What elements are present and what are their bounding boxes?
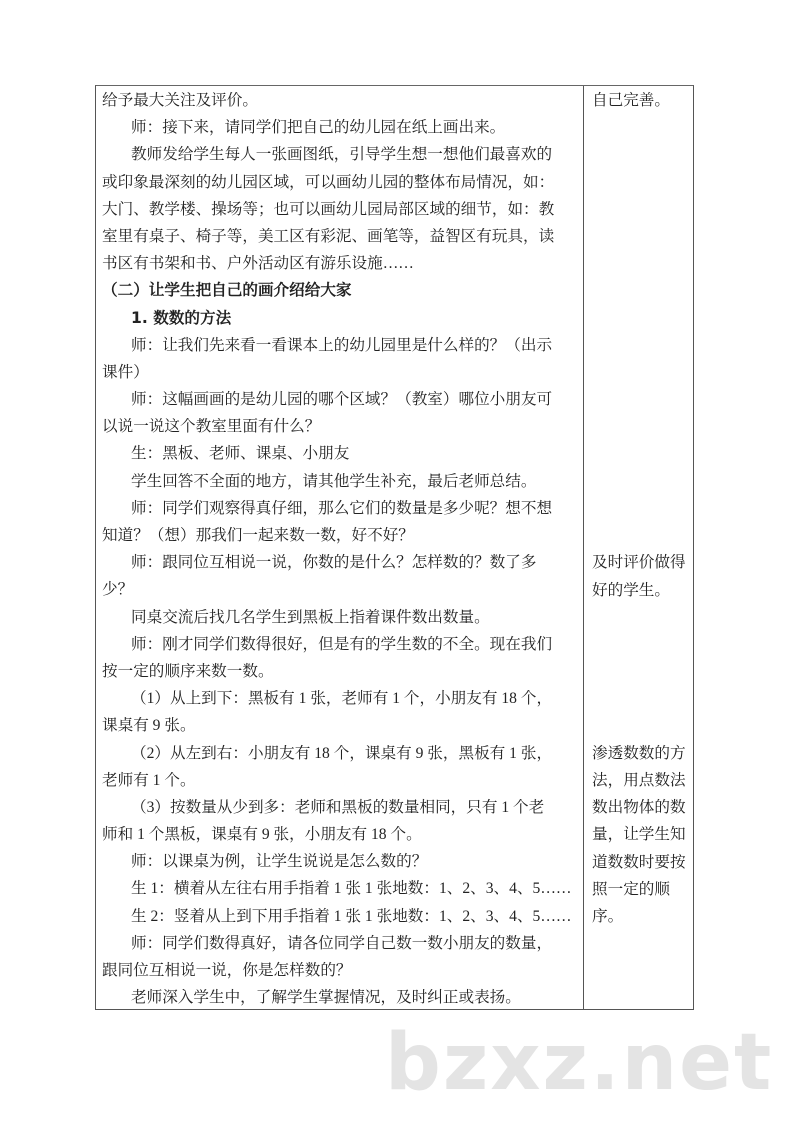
lesson-plan-table — [95, 85, 694, 1010]
note-line: 法，用点数法 — [592, 771, 686, 789]
section-heading: 1. 数数的方法 — [131, 308, 232, 327]
note-line: 及时评价做得 — [592, 554, 686, 572]
text-line: （3）按数量从少到多：老师和黑板的数量相同，只有 1 个老 — [131, 798, 545, 816]
text-line: 知道？（想）那我们一起来数一数，好不好？ — [102, 527, 414, 544]
teaching-process-column — [102, 87, 580, 1011]
text-line: 师：跟同位互相说一说，你数的是什么？怎样数的？数了多 — [131, 554, 537, 572]
note-line: 好的学生。 — [592, 581, 670, 599]
note-self-improve — [592, 87, 692, 114]
note-line: 数出物体的数 — [592, 799, 686, 817]
text-line: 少？ — [102, 581, 134, 599]
note-timely-evaluation — [592, 549, 692, 603]
note-line: 照一定的顺 — [592, 880, 670, 898]
text-line: 师：接下来，请同学们把自己的幼儿园在纸上画出来。 — [131, 119, 506, 137]
text-line: 同桌交流后找几名学生到黑板上指着课件数出数量。 — [131, 608, 490, 626]
text-line: 给予最大关注及评价。 — [102, 92, 258, 109]
text-line: 师：刚才同学们数得很好，但是有的学生数的不全。现在我们 — [131, 635, 553, 653]
text-line: （2）从左到右：小朋友有 18 个，课桌有 9 张，黑板有 1 张， — [131, 744, 553, 762]
column-divider — [583, 86, 584, 1009]
text-line: （1）从上到下：黑板有 1 张，老师有 1 个，小朋友有 18 个， — [131, 690, 553, 708]
text-line: 大门、教学楼、操场等；也可以画幼儿园局部区域的细节，如：教 — [102, 200, 555, 218]
text-line: 按一定的顺序来数一数。 — [102, 662, 274, 680]
text-line: 师：让我们先来看一看课本上的幼儿园里是什么样的？（出示 — [131, 336, 553, 354]
text-line: 以说一说这个教室里面有什么？ — [102, 418, 321, 436]
text-line: 生：黑板、老师、课桌、小朋友 — [131, 445, 350, 463]
text-line: 课件） — [102, 363, 149, 381]
text-line: 师：同学们观察得真仔细，那么它们的数量是多少呢？想不想 — [131, 499, 553, 517]
note-line: 道数数时要按 — [592, 853, 686, 871]
text-line: 书区有书架和书、户外活动区有游乐设施…… — [102, 255, 414, 273]
text-line: 生 2：竖着从上到下用手指着 1 张 1 张地数：1、2、3、4、5…… — [131, 907, 572, 925]
note-line: 量，让学生知 — [592, 826, 686, 844]
text-line: 师和 1 个黑板，课桌有 9 张，小朋友有 18 个。 — [102, 826, 422, 844]
text-line: 学生回答不全面的地方，请其他学生补充，最后老师总结。 — [131, 472, 537, 490]
text-line: 师：这幅画画的是幼儿园的哪个区域？（教室）哪位小朋友可 — [131, 391, 553, 409]
note-line: 渗透数数的方 — [592, 744, 686, 762]
text-line: 老师有 1 个。 — [102, 771, 196, 789]
text-line: 室里有桌子、椅子等，美工区有彩泥、画笔等，益智区有玩具，读 — [102, 227, 555, 245]
note-counting-method — [592, 740, 692, 930]
text-line: 跟同位互相说一说，你是怎样数的？ — [102, 962, 352, 979]
text-line: 或印象最深刻的幼儿园区域，可以画幼儿园的整体布局情况，如： — [102, 173, 555, 191]
note-line: 序。 — [592, 907, 624, 925]
text-line: 师：同学们数得真好，请各位同学自己数一数小朋友的数量， — [131, 934, 553, 952]
watermark: bzxz.net — [385, 1018, 774, 1108]
section-heading: （二）让学生把自己的画介绍给大家 — [102, 281, 352, 300]
text-line: 师：以课桌为例，让学生说说是怎么数的？ — [131, 853, 428, 871]
text-line: 课桌有 9 张。 — [102, 717, 196, 735]
note-line: 自己完善。 — [592, 92, 670, 109]
text-line: 教师发给学生每人一张画图纸，引导学生想一想他们最喜欢的 — [131, 146, 553, 164]
text-line: 老师深入学生中，了解学生掌握情况，及时纠正或表扬。 — [131, 989, 521, 1007]
text-line: 生 1：横着从左往右用手指着 1 张 1 张地数：1、2、3、4、5…… — [131, 880, 572, 898]
